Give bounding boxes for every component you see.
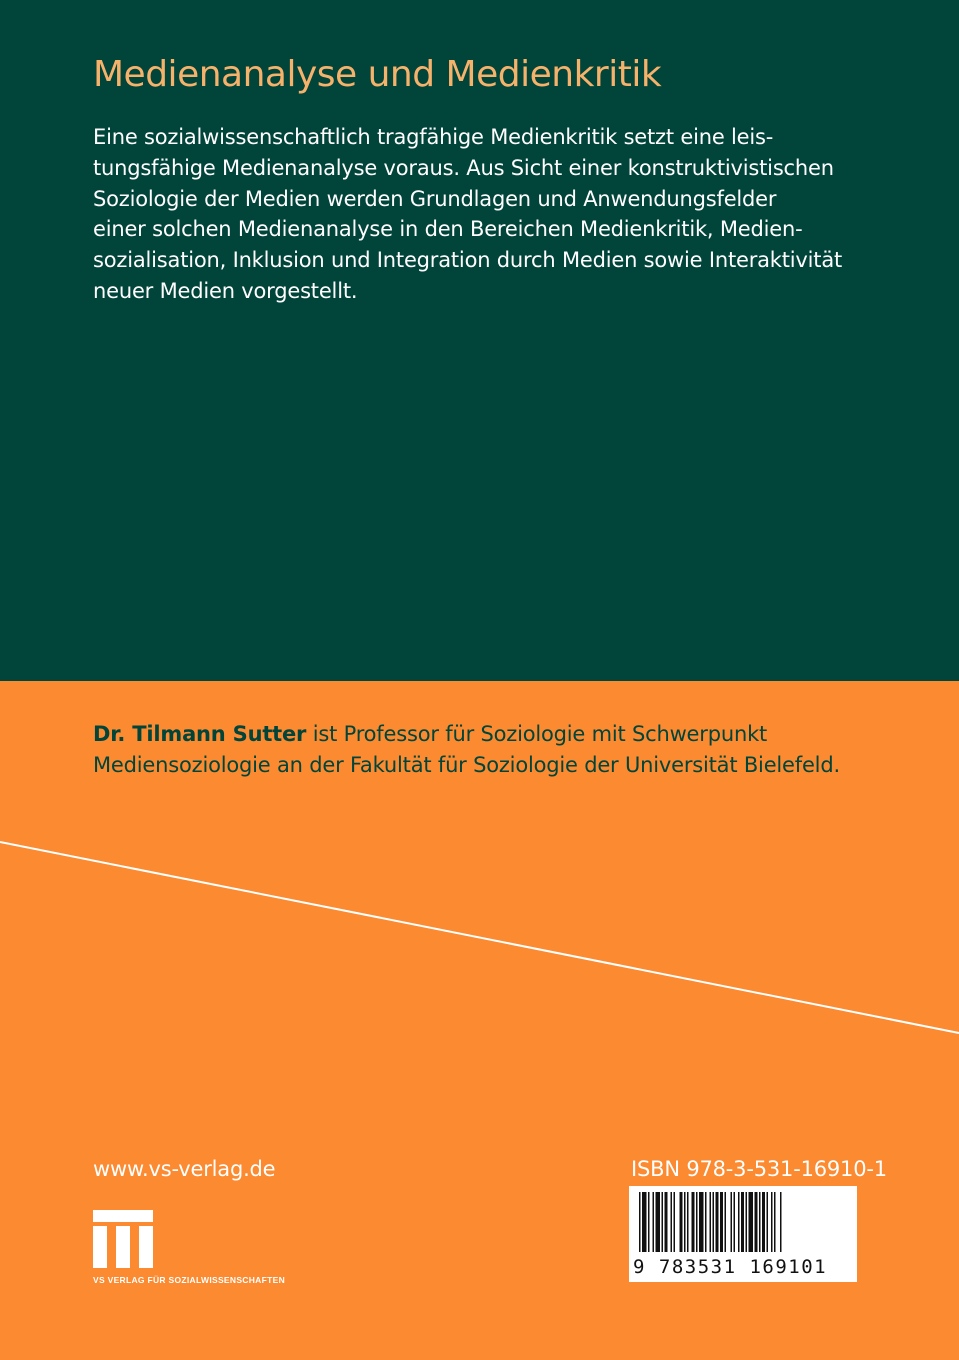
book-title: Medienanalyse und Medienkritik — [93, 54, 662, 95]
blurb-line: einer solchen Medienanalyse in den Bereichen Medienkritik, Medien- — [93, 217, 803, 242]
barcode-bar — [687, 1192, 689, 1252]
barcode-bar — [725, 1192, 727, 1252]
author-line-1-rest: ist Professor für Soziologie mit Schwerpunkt — [306, 722, 768, 746]
publisher-logo — [93, 1210, 333, 1290]
blurb-line: Soziologie der Medien werden Grundlagen und Anwendungsfelder — [93, 186, 777, 211]
barcode-bar — [774, 1192, 776, 1252]
barcode-bar — [741, 1192, 744, 1252]
barcode-bar — [710, 1192, 712, 1252]
barcode-bar — [662, 1192, 664, 1252]
barcode-bar — [665, 1192, 668, 1252]
isbn: ISBN 978-3-531-16910-1 — [631, 1157, 887, 1181]
barcode-bar — [642, 1192, 644, 1252]
barcode-bar — [738, 1192, 740, 1252]
blurb-line: sozialisation, Inklusion und Integration durch Medien sowie Interaktivität — [93, 248, 843, 273]
blurb-line: tungsfähige Medienanalyse voraus. Aus Sicht einer konstruktivistischen — [93, 155, 834, 180]
barcode-bar — [671, 1192, 673, 1252]
barcode-bar — [684, 1192, 686, 1252]
barcode-bar — [644, 1192, 647, 1252]
barcode-bar — [680, 1192, 683, 1252]
barcode-bar — [749, 1192, 754, 1252]
barcode-bar — [746, 1192, 748, 1252]
barcode — [629, 1186, 857, 1282]
barcode-bar — [648, 1192, 650, 1252]
barcode-bar — [780, 1192, 782, 1252]
barcode-bar — [755, 1192, 758, 1252]
barcode-digits: 9 783531 169101 — [633, 1256, 828, 1278]
barcode-bar — [653, 1192, 655, 1252]
diagonal-line — [0, 830, 959, 1050]
blurb-line: neuer Medien vorgestellt. — [93, 278, 358, 303]
barcode-bar — [771, 1192, 773, 1252]
barcode-bar — [731, 1192, 733, 1252]
barcode-bar — [639, 1192, 641, 1252]
vs-verlag-logo-icon — [93, 1210, 155, 1270]
barcode-bar — [674, 1192, 676, 1252]
publisher-name: VS VERLAG FÜR SOZIALWISSENSCHAFTEN — [93, 1275, 286, 1285]
barcode-bar — [762, 1192, 765, 1252]
author-line-2: Mediensoziologie an der Fakultät für Soziologie der Universität Bielefeld. — [93, 752, 840, 777]
website-link[interactable]: www.vs-verlag.de — [93, 1157, 276, 1181]
barcode-bar — [713, 1192, 715, 1252]
barcode-bars — [629, 1186, 857, 1256]
barcode-bar — [720, 1192, 723, 1252]
barcode-bar — [759, 1192, 761, 1252]
author-line-1 — [93, 719, 893, 750]
barcode-bar — [696, 1192, 698, 1252]
barcode-bar — [734, 1192, 736, 1252]
blurb — [93, 122, 873, 307]
barcode-bar — [699, 1192, 704, 1252]
author-name: Dr. Tilmann Sutter — [93, 722, 307, 746]
barcode-bar — [692, 1192, 695, 1252]
barcode-bar — [767, 1192, 769, 1252]
barcode-bar — [656, 1192, 661, 1252]
barcode-bar — [705, 1192, 707, 1252]
author-bio — [93, 719, 893, 781]
barcode-bar — [716, 1192, 719, 1252]
blurb-line: Eine sozialwissenschaftlich tragfähige Medienkritik setzt eine leis- — [93, 125, 774, 149]
